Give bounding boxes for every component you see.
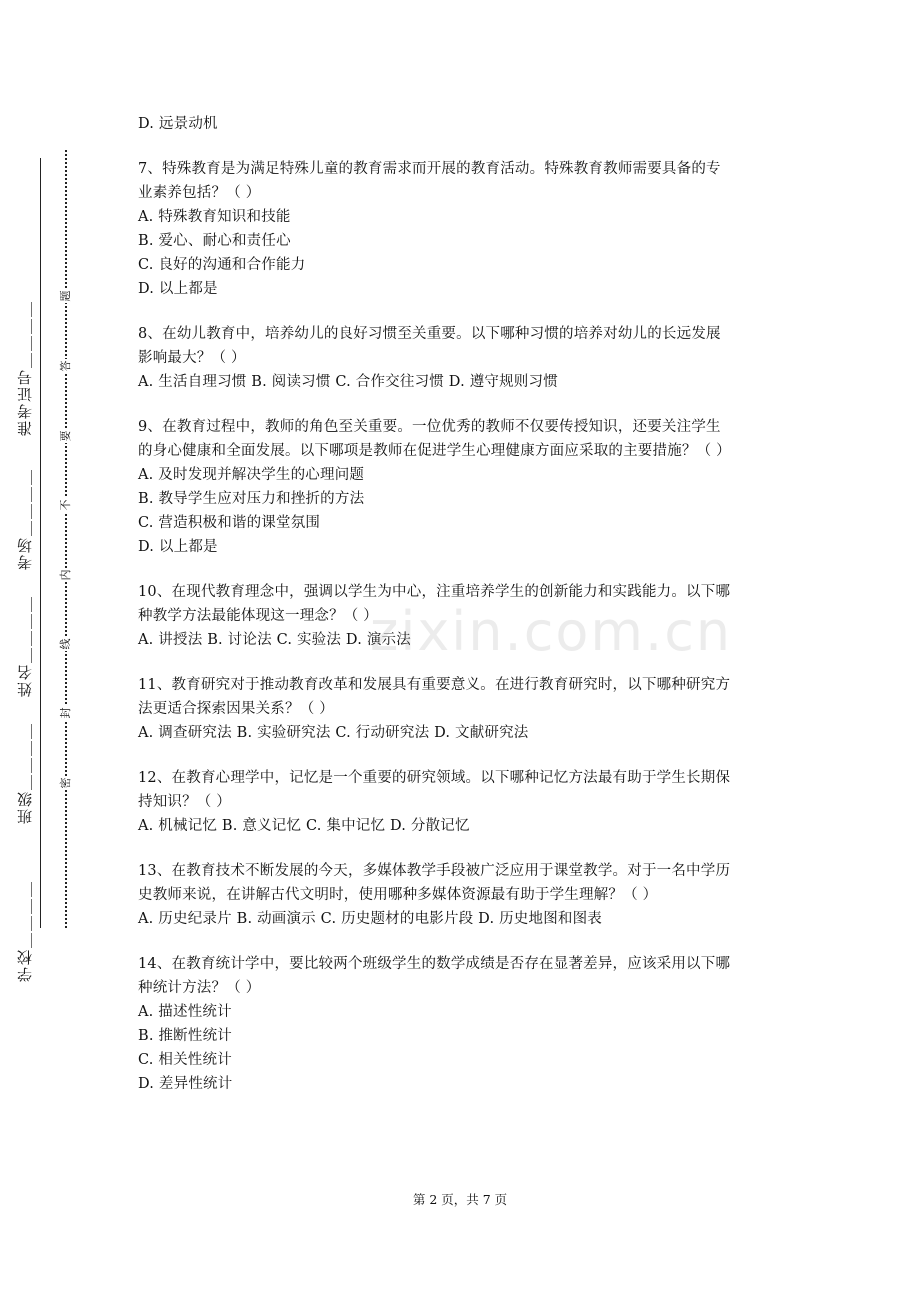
question-11 bbox=[138, 673, 788, 745]
question-text: 14、在教育统计学中，要比较两个班级学生的数学成绩是否存在显著差异，应该采用以下哪 bbox=[138, 956, 731, 972]
answer-option: C. 相关性统计 bbox=[138, 1052, 232, 1068]
answer-option: A. 特殊教育知识和技能 bbox=[138, 209, 291, 225]
question-text: 种教学方法最能体现这一理念？（ ） bbox=[138, 608, 379, 624]
field-school: 学校＿＿＿＿ bbox=[16, 880, 34, 982]
answer-options: A. 生活自理习惯 B. 阅读习惯 C. 合作交往习惯 D. 遵守规则习惯 bbox=[138, 374, 558, 390]
field-class: 班级＿＿＿＿ bbox=[16, 722, 34, 824]
answer-option: B. 教导学生应对压力和挫折的方法 bbox=[138, 491, 365, 507]
question-text: 11、教育研究对于推动教育改革和发展具有重要意义。在进行教育研究时，以下哪种研究方 bbox=[138, 677, 731, 693]
answer-option: A. 描述性统计 bbox=[138, 1004, 232, 1020]
field-name: 姓名＿＿＿＿ bbox=[16, 595, 34, 697]
question-8 bbox=[138, 322, 788, 394]
answer-option: B. 爱心、耐心和责任心 bbox=[138, 233, 291, 249]
answer-option: A. 及时发现并解决学生的心理问题 bbox=[138, 467, 365, 483]
answer-options: A. 机械记忆 B. 意义记忆 C. 集中记忆 D. 分散记忆 bbox=[138, 818, 470, 834]
seal-char: 答 bbox=[59, 360, 72, 372]
page-number: 第 2 页，共 7 页 bbox=[412, 1192, 508, 1207]
answer-options: A. 讲授法 B. 讨论法 C. 实验法 D. 演示法 bbox=[138, 632, 411, 648]
answer-option: D. 差异性统计 bbox=[138, 1076, 233, 1092]
watermark: zixin.com.cn bbox=[370, 600, 733, 663]
question-12 bbox=[138, 766, 788, 838]
seal-char: 封 bbox=[59, 707, 72, 719]
question-text: 史教师来说，在讲解古代文明时，使用哪种多媒体资源最有助于学生理解？（ ） bbox=[138, 887, 658, 903]
question-text: 9、在教育过程中，教师的角色至关重要。一位优秀的教师不仅要传授知识，还要关注学生 bbox=[138, 419, 721, 435]
question-14 bbox=[138, 952, 788, 1096]
answer-option: C. 良好的沟通和合作能力 bbox=[138, 257, 306, 273]
question-text: 10、在现代教育理念中，强调以学生为中心，注重培养学生的创新能力和实践能力。以下哪 bbox=[138, 584, 731, 600]
seal-char: 线 bbox=[59, 638, 72, 650]
binding-solid-line bbox=[40, 158, 41, 928]
seal-char: 不 bbox=[59, 499, 72, 511]
question-9 bbox=[138, 415, 788, 559]
question-7 bbox=[138, 157, 788, 301]
question-text: 7、特殊教育是为满足特殊儿童的教育需求而开展的教育活动。特殊教育教师需要具备的专 bbox=[138, 161, 721, 177]
answer-option: B. 推断性统计 bbox=[138, 1028, 232, 1044]
question-text: 12、在教育心理学中，记忆是一个重要的研究领域。以下哪种记忆方法最有助于学生长期保 bbox=[138, 770, 731, 786]
field-admission-number: 准考证号＿＿＿＿ bbox=[16, 300, 34, 436]
seal-char: 内 bbox=[59, 569, 72, 581]
seal-char: 题 bbox=[59, 290, 72, 302]
question-text: 13、在教育技术不断发展的今天，多媒体教学手段被广泛应用于课堂教学。对于一名中学历 bbox=[138, 863, 731, 879]
answer-option: D. 以上都是 bbox=[138, 281, 218, 297]
question-text: 的身心健康和全面发展。以下哪项是教师在促进学生心理健康方面应采取的主要措施？（ ） bbox=[138, 443, 731, 459]
question-13 bbox=[138, 859, 788, 931]
question-text: 业素养包括？（ ） bbox=[138, 185, 261, 201]
question-text: 法更适合探索因果关系？（ ） bbox=[138, 701, 334, 717]
binding-margin bbox=[0, 0, 100, 1302]
answer-options: A. 调查研究法 B. 实验研究法 C. 行动研究法 D. 文献研究法 bbox=[138, 725, 529, 741]
question-text: 8、在幼儿教育中，培养幼儿的良好习惯至关重要。以下哪种习惯的培养对幼儿的长远发展 bbox=[138, 326, 721, 342]
answer-options: A. 历史纪录片 B. 动画演示 C. 历史题材的电影片段 D. 历史地图和图表 bbox=[138, 911, 603, 927]
question-text: 种统计方法？（ ） bbox=[138, 980, 261, 996]
answer-option: C. 营造积极和谐的课堂氛围 bbox=[138, 515, 321, 531]
question-text: 影响最大？（ ） bbox=[138, 350, 246, 366]
field-exam-room: 考场＿＿＿＿ bbox=[16, 468, 34, 570]
answer-option: D. 以上都是 bbox=[138, 539, 218, 555]
seal-char: 密 bbox=[59, 777, 72, 789]
binding-dotted-line bbox=[65, 150, 67, 928]
question-text: 持知识？（ ） bbox=[138, 794, 232, 810]
seal-char: 要 bbox=[59, 430, 72, 442]
previous-option: D. 远景动机 bbox=[138, 116, 218, 132]
